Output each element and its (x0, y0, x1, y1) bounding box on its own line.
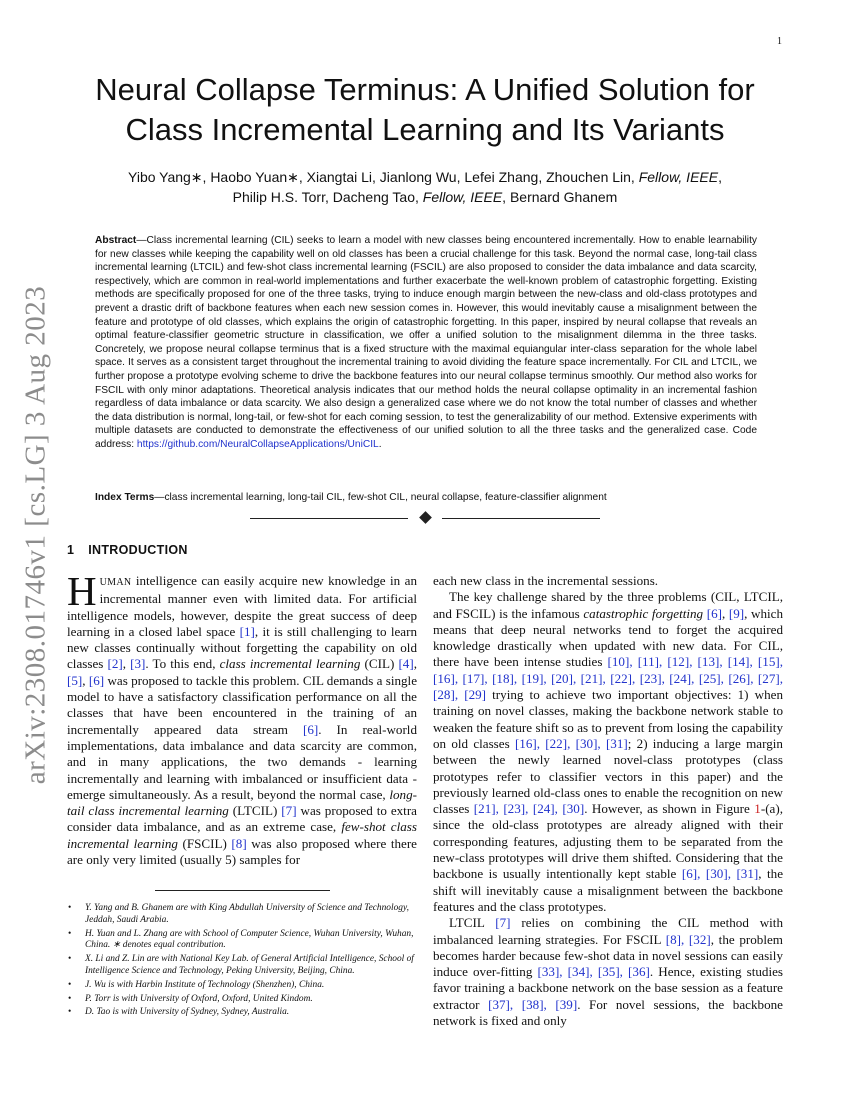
paper-title (40, 70, 810, 150)
citation-group[interactable]: [16], [22], [30], [31] (514, 735, 628, 751)
body-text: (CIL) (360, 656, 399, 672)
body-text: trying to achieve two important objectives: 1) when training on novel classes, making the backbone network stable to weaken the feature shift so as to prevent from losing the capability on old classes (433, 687, 783, 751)
citation-link[interactable]: [5] (67, 672, 83, 688)
smallcaps-word: UMAN (99, 577, 132, 588)
bullet-icon: • (68, 903, 72, 913)
index-terms (95, 491, 775, 504)
body-text: intelligence can easily acquire new knowledge in an incremental manner even with limited data. For artificial intelligence models, however, despite the great success of deep learning in a closed label space (67, 573, 417, 639)
diamond-icon (419, 511, 432, 524)
body-text: , (82, 672, 89, 688)
body-text: , the shift will inevitably cause a misalignment between the backbone features and the class prototypes. (433, 866, 784, 914)
citation-group[interactable]: [33], [34], [35], [36] (537, 964, 650, 980)
bullet-icon: • (68, 1007, 72, 1018)
page-number: 1 (777, 36, 782, 47)
emphasis-text: few-shot class incremental learning (67, 819, 417, 851)
section-number: 1 (67, 543, 75, 557)
author-names-3: , Bernard Ghanem (502, 189, 618, 205)
footnote-item (68, 1007, 418, 1019)
section-heading (67, 543, 188, 557)
emphasis-text: class incremental learning (219, 656, 361, 672)
footnote-text: X. Li and Z. Lin are with National Key Lab. of General Artificial Intelligence, School of Intelligence Science and Technology, Peking University, Beijing, China. (85, 954, 414, 976)
citation-group[interactable]: [10], [11], [12], [13], [14], [15], [16], [17], [18], [19], [20], [21], [22], [23], [24], [25], [26], [27], [28], [29] (433, 654, 783, 703)
index-terms-text: —class incremental learning, long-tail CIL, few-shot CIL, neural collapse, feature-classifier alignment (154, 492, 607, 503)
fellow-label-1: Fellow, IEEE (638, 169, 719, 185)
divider-line-right (442, 518, 600, 519)
citation-group[interactable]: [37], [38], [39] (488, 996, 578, 1012)
footnote-item (68, 980, 418, 992)
footnote-item (68, 929, 418, 953)
abstract-text: —Class incremental learning (CIL) seeks to learn a model with new classes being encountered incrementally. How to enable learnability for new classes while keeping the capability well on old classes has been a crucial challenge for this task. Beyond the normal case, long-tail class incremental learning (LTCIL) and few-shot class incremental learning (FSCIL) are also proposed to consider the data imbalance and data scarcity, respectively, which are common in real-world implementations and further exacerbate the well-known problem of catastrophic forgetting. Existing methods are specifically proposed for one of the three tasks, trying to induce enough margin between the new-class and old-class prototypes and prevent a drastic drift of backbone features when each new session comes in. However, this would inevitably cause a misalignment between the feature and prototype of old classes, which explains the origin of catastrophic forgetting. In this paper, inspired by neural collapse that reveals an optimal feature-classifier geometric structure in classification, we offer a unified solution to the misalignment dilemma in the three tasks. Concretely, we propose neural collapse terminus that is a fixed structure with the maximal equiangular inter-class separation for the whole label space. It serves as a consistent target throughout the incremental training to avoid dividing the feature space incrementally. For CIL and LTCIL, we further propose a prototype evolving scheme to drive the backbone features into our neural collapse terminus smoothly. Our method also works for FSCIL with only minor adaptations. Theoretical analysis indicates that our method holds the neural collapse optimality in an incremental fashion regardless of data imbalance or data scarcity. We also design a generalized case where we do not know the total number of classes and whether the data distribution is normal, long-tail, or few-shot for each coming session, to test the generalizability of our method. Extensive experiments with multiple datasets are conducted to demonstrate the effectiveness of our unified solution to all the three tasks and the generalized case. Code address: (95, 235, 757, 450)
emphasis-text: long-tail class incremental learning (67, 786, 417, 819)
body-text: , which means that deep neural networks tend to forget the acquired knowledge drastically when updated with new data. For CIL, there have been intense studies (433, 605, 784, 670)
bullet-icon: • (68, 979, 72, 990)
intro-paragraph-1-continued: each new class in the incremental sessions. (433, 573, 659, 588)
body-text: LTCIL (449, 915, 496, 931)
body-text: . Hence, existing studies favor training a backbone network on the base session as a feature extractor (433, 964, 783, 1012)
section-divider (250, 511, 600, 525)
body-text: . To this end, (145, 656, 220, 672)
divider-line-left (250, 518, 408, 519)
citation-group[interactable]: [6], [30], [31] (681, 866, 759, 882)
footnote-text: J. Wu is with Harbin Institute of Technology (Shenzhen), China. (85, 979, 325, 990)
arxiv-identifier-text: arXiv:2308.01746v1 [cs.LG] 3 Aug 2023 (19, 285, 52, 785)
body-text: was proposed to tackle this problem. CIL demands a single model to have a satisfactory classification performance on all the classes that have been encountered in the training of an incrementally appeared data stream (67, 672, 418, 737)
citation-link[interactable]: [7] (495, 915, 511, 931)
body-text: (FSCIL) (177, 835, 232, 851)
right-column (433, 573, 783, 1029)
intro-paragraph-3 (433, 915, 783, 1029)
footnote-text: Y. Yang and B. Ghanem are with King Abdullah University of Science and Technology, Jeddah, Saudi Arabia. (85, 903, 409, 925)
footnote-item (68, 903, 418, 927)
section-title: INTRODUCTION (88, 543, 188, 557)
body-text: , (721, 605, 729, 621)
bullet-icon: • (68, 954, 72, 965)
citation-link[interactable]: [1] (239, 623, 255, 639)
footnote-text: H. Yuan and L. Zhang are with School of Computer Science, Wuhan University, Wuhan, China. ∗ denotes equal contribution. (85, 928, 414, 951)
body-text: , (413, 656, 417, 672)
body-text: (LTCIL) (228, 803, 282, 819)
citation-group[interactable]: [21], [23], [24], [30] (473, 801, 585, 817)
intro-paragraph-1 (67, 568, 418, 868)
abstract-label: Abstract (95, 235, 137, 246)
footnote-text: D. Tao is with University of Sydney, Sydney, Australia. (85, 1007, 290, 1018)
citation-group[interactable]: [8], [32] (665, 931, 711, 947)
bullet-icon: • (68, 993, 72, 1004)
author-names-1: Yibo Yang∗, Haobo Yuan∗, Xiangtai Li, Jianlong Wu, Lefei Zhang, Zhouchen Lin, (128, 169, 639, 185)
fellow-label-2: Fellow, IEEE (422, 189, 503, 205)
body-text: . For novel sessions, the backbone network is fixed and only (433, 996, 783, 1029)
author-names-2: Philip H.S. Torr, Dacheng Tao, (232, 189, 423, 205)
footnote-rule (155, 890, 330, 891)
citation-link[interactable]: [3] (130, 656, 146, 672)
title-line-1: Neural Collapse Terminus: A Unified Solution for (95, 72, 755, 107)
title-line-2: Class Incremental Learning and Its Variants (125, 112, 725, 147)
body-text: -(a), since the old-class prototypes are already aligned with their corresponding features, adjusting them to be separated from the new-class prototypes will drive them shifted. Considering that the backbone is usually intentionally kept stable (433, 801, 783, 882)
citation-link[interactable]: [2] (107, 656, 123, 672)
abstract-end: . (378, 438, 382, 450)
body-text: relies on combining the CIL method with imbalanced learning strategies. For FSCIL (433, 915, 783, 947)
citation-link[interactable]: [6] (706, 605, 722, 621)
body-text: was proposed to extra consider data imbalance, and as an extreme case, (67, 803, 417, 835)
bullet-icon: • (68, 928, 72, 939)
footnote-text: P. Torr is with University of Oxford, Oxford, United Kindom. (85, 993, 313, 1004)
citation-link[interactable]: [6] (88, 672, 105, 688)
index-terms-label: Index Terms (95, 492, 155, 503)
footnote-item (68, 954, 418, 978)
author-sep-1: , (718, 169, 722, 185)
citation-link[interactable]: [8] (231, 835, 247, 851)
author-line-1 (60, 167, 790, 187)
body-text: . However, as shown in Figure (584, 801, 755, 817)
citation-link[interactable]: [4] (398, 656, 414, 672)
arxiv-identifier (19, 285, 52, 785)
emphasis-text: catastrophic forgetting (583, 605, 704, 621)
body-text: The key challenge shared by the three problems (CIL, LTCIL, and FSCIL) is the infamous (433, 589, 783, 621)
body-text: , (122, 656, 131, 672)
figure-link[interactable]: 1 (754, 801, 761, 817)
affiliation-footnotes (68, 903, 418, 1021)
code-link[interactable]: https://github.com/NeuralCollapseApplications/UniCIL (136, 438, 379, 450)
body-text: , it is still challenging to learn new classes continually without forgetting the capability on old classes (67, 623, 417, 672)
footnote-item (68, 994, 418, 1006)
body-text: . In real-world implementations, data imbalance and data scarcity are common, and in many applications, the two demands - learning incrementally and learning with imbalanced or insufficient data - emerge simultaneously. As a result, beyond the normal case, (67, 721, 417, 802)
citation-link[interactable]: [7] (281, 803, 297, 819)
citation-link[interactable]: [6] (302, 721, 319, 737)
body-text: was also proposed where there are only very limited (usually 5) samples for (67, 835, 417, 868)
author-line-2 (60, 187, 790, 207)
drop-cap: H (67, 568, 97, 614)
left-column (67, 568, 418, 868)
author-list (60, 167, 790, 207)
intro-paragraph-2 (433, 589, 783, 915)
body-text: , the problem becomes harder because few-shot data in novel sessions can easily induce over-fitting (433, 931, 783, 980)
citation-link[interactable]: [9] (728, 605, 745, 621)
abstract (95, 234, 757, 452)
body-text: ; 2) inducing a large margin between the newly learned novel-class prototypes (class prototypes refer to classifier vectors in this paper) and the previously learned old-class ones to enable the recognition on new classes (433, 735, 783, 817)
